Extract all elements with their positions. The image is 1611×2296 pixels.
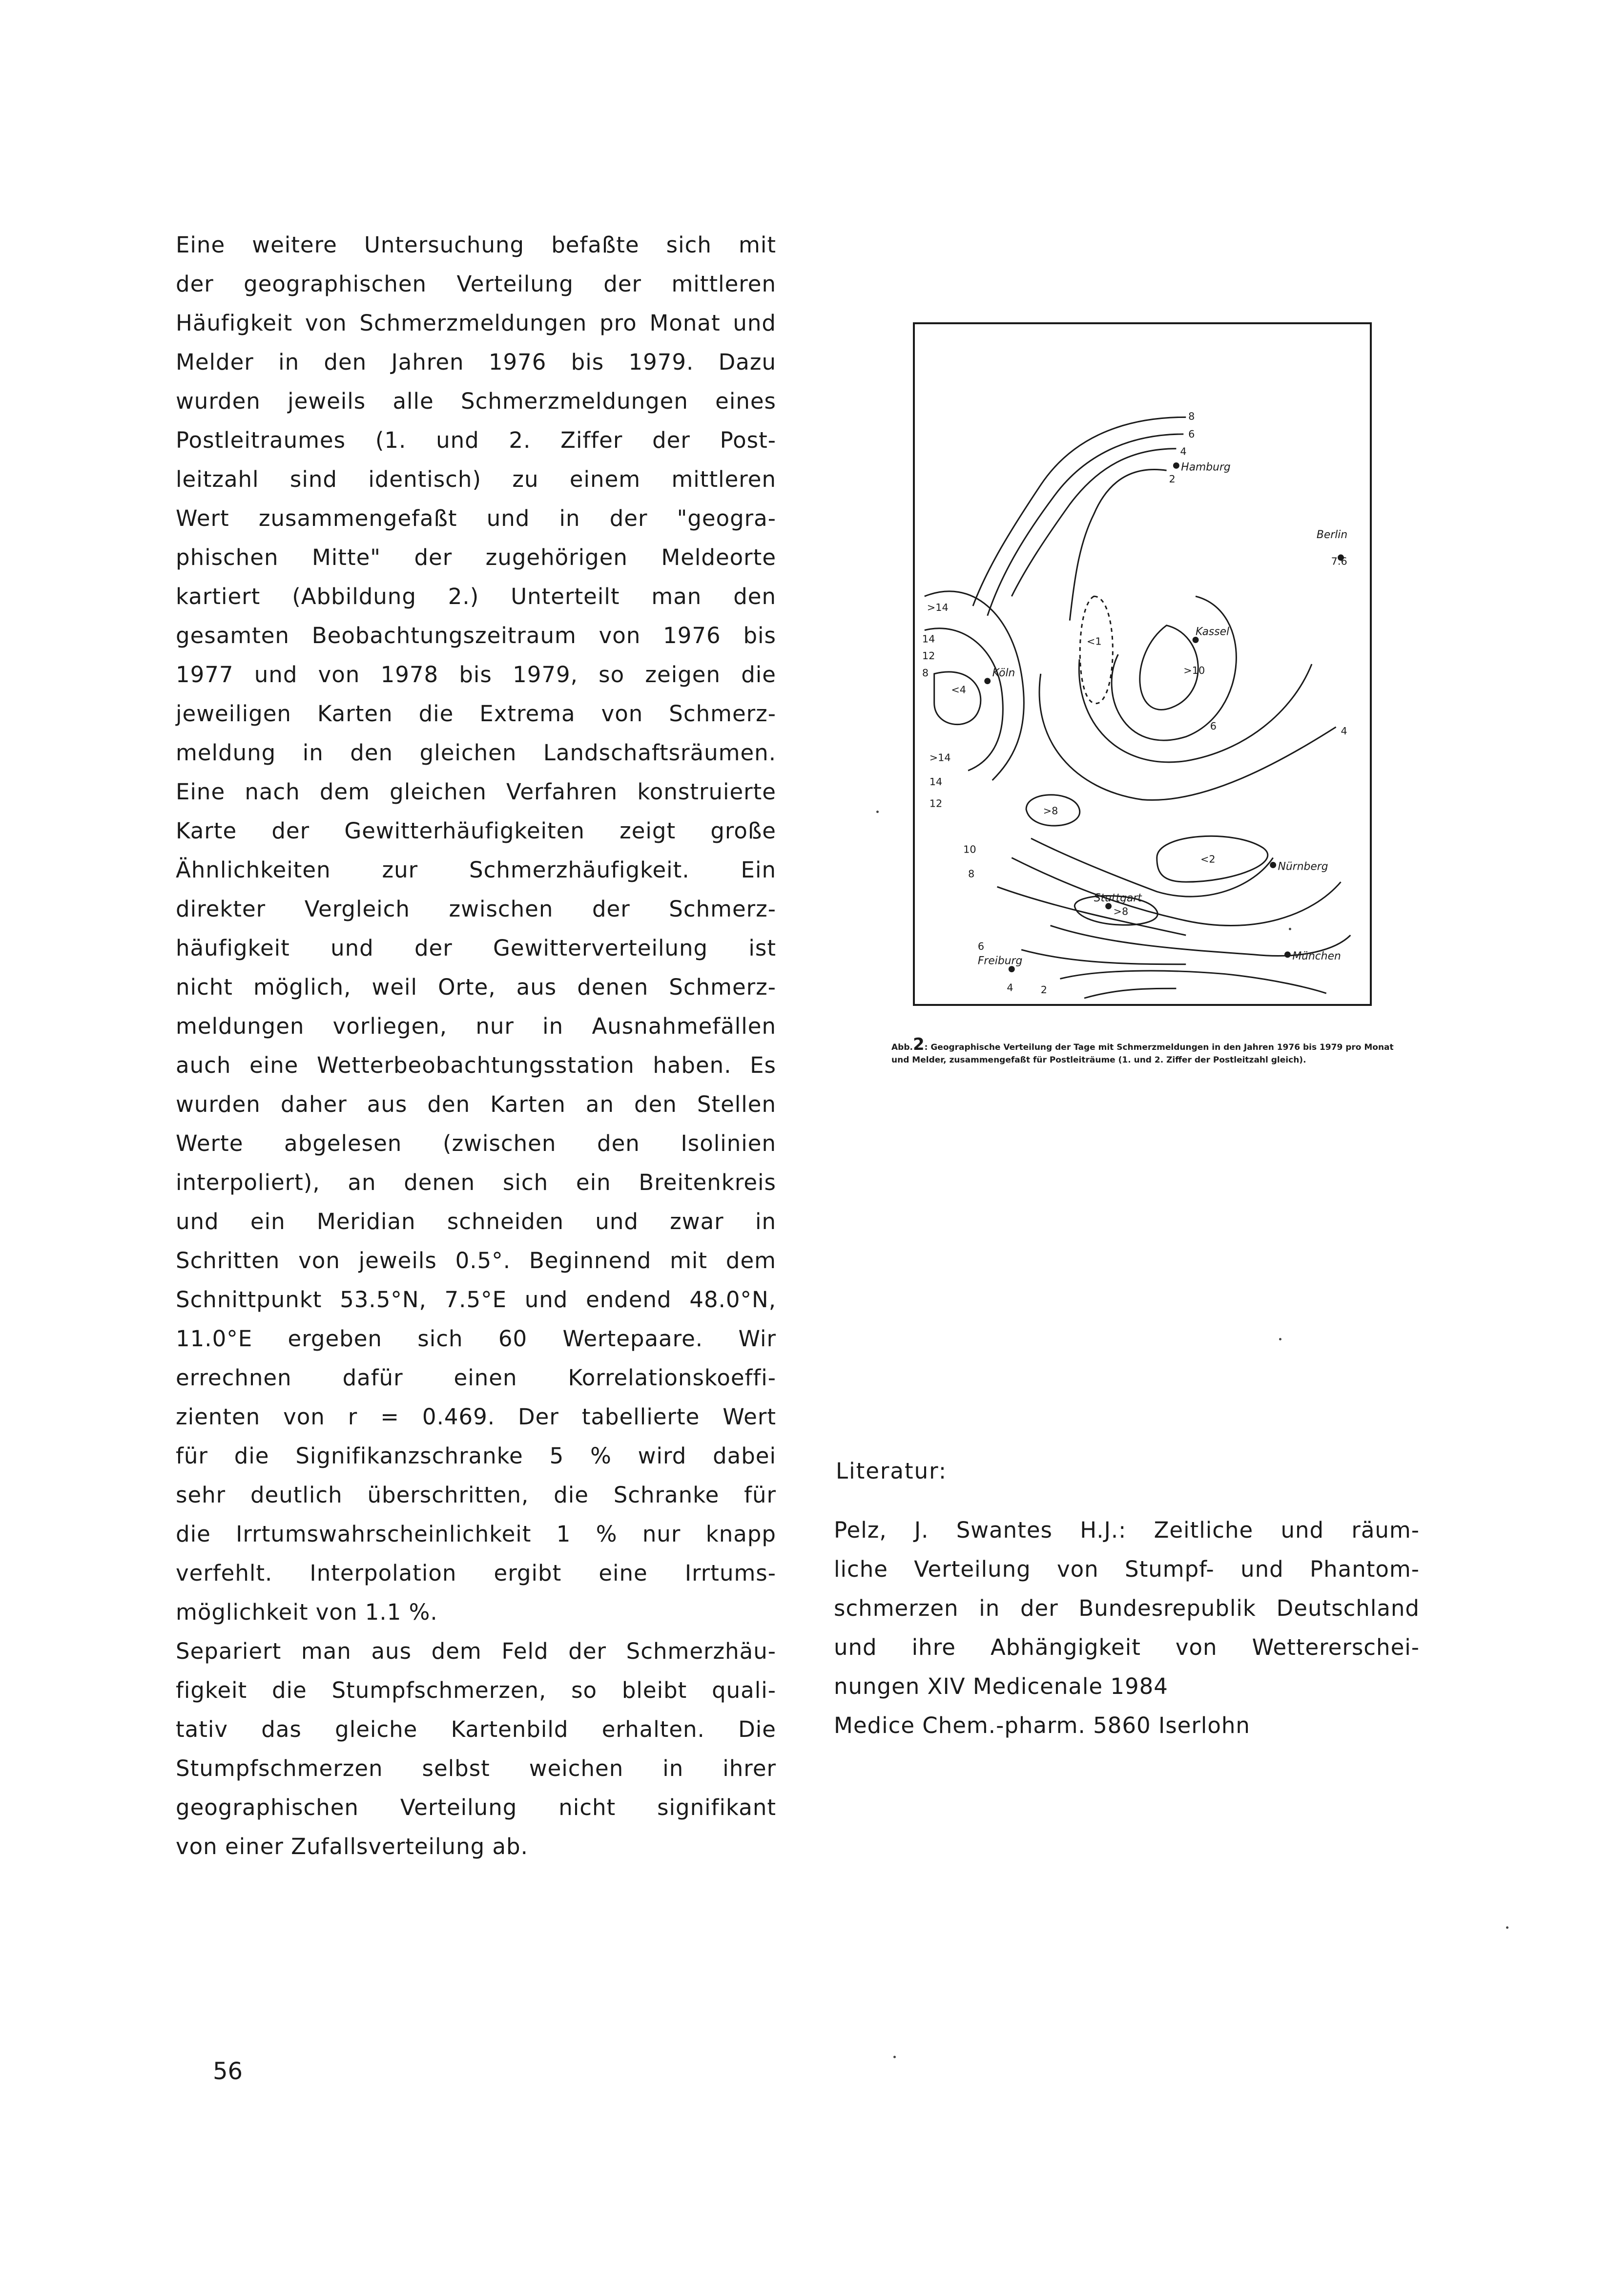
city-label-nuernberg: Nürnberg [1278,860,1328,873]
value-kassel: >10 [1183,664,1205,676]
literature-line: nungen XIV Medicenale 1984 [834,1673,1168,1699]
scan-speck [893,2056,896,2058]
isoline [1112,596,1236,740]
isoline-label: 4 [1180,445,1187,458]
body-line: nicht möglich, weil Orte, aus denen Schmerz- [176,974,776,1000]
body-line: möglichkeit von 1.1 %. [176,1599,438,1625]
scan-speck [1289,928,1291,930]
body-line: Häufigkeit von Schmerzmeldungen pro Monat und [176,310,776,336]
isoline-label: 6 [1210,720,1217,732]
body-line: Werte abgelesen (zwischen den Isolinien [176,1130,776,1156]
body-line: meldung in den gleichen Landschaftsräumen. [176,740,776,766]
isoline-label: 14 [922,633,935,645]
body-line: Eine nach dem gleichen Verfahren konstruierte [176,779,776,805]
isoline [988,434,1187,616]
body-text [176,226,776,1866]
literature-line: Medice Chem.-pharm. 5860 Iserlohn [834,1712,1250,1738]
value-berlin: 7.6 [1331,555,1347,567]
isoline-label: 6 [1188,428,1195,440]
city-dot-hamburg [1174,463,1178,468]
literature-line: Pelz, J. Swantes H.J.: Zeitliche und räum- [834,1517,1420,1543]
literature-line: schmerzen in der Bundesrepublik Deutschland [834,1595,1420,1621]
scan-speck [876,811,879,813]
figure-caption [891,1035,1409,1066]
body-line: interpoliert), an denen sich ein Breitenkreis [176,1169,776,1195]
body-line: Ähnlichkeiten zur Schmerzhäufigkeit. Ein [176,857,776,883]
body-line: gesamten Beobachtungszeitraum von 1976 bis [176,623,776,648]
isoline [1039,674,1336,800]
value-west-high-2: >14 [929,751,951,764]
isoline-label: 8 [922,667,929,679]
body-line: Eine weitere Untersuchung befaßte sich mit [176,232,776,258]
body-line: und ein Meridian schneiden und zwar in [176,1209,776,1234]
isoline-dashed [1080,596,1113,703]
isoline-label: 4 [1007,981,1013,994]
isoline-label: 12 [929,797,943,810]
body-line: figkeit die Stumpfschmerzen, so bleibt quali- [176,1677,776,1703]
body-line: geographischen Verteilung nicht signifikant [176,1795,776,1820]
scan-speck [1506,1926,1508,1929]
body-line: wurden jeweils alle Schmerzmeldungen eines [176,388,776,414]
literature-line: und ihre Abhängigkeit von Wettererschei- [834,1634,1420,1660]
body-line: 1977 und von 1978 bis 1979, so zeigen die [176,662,776,688]
isoline-label: 8 [968,868,975,880]
isoline [1060,971,1326,993]
isoline-map-figure [913,322,1372,1006]
isoline [1031,838,1273,897]
body-line: 11.0°E ergeben sich 60 Wertepaare. Wir [176,1326,776,1352]
city-label-freiburg: Freiburg [977,955,1023,967]
body-line: kartiert (Abbildung 2.) Unterteilt man den [176,584,776,609]
isoline [973,417,1186,606]
value-dashed-low: <1 [1086,635,1102,647]
city-label-hamburg: Hamburg [1181,461,1231,474]
caption-text: : Geographische Verteilung der Tage mit Schmerzmeldungen in den Jahren 1976 bis 1979 pro Monat und Melder, zusammengefaßt für Postleiträume (1. und 2. Ziffer der Postleitzahl gleich). [891,1043,1394,1065]
body-line: zienten von r = 0.469. Der tabellierte Wert [176,1404,776,1430]
value-nuernberg-low: <2 [1200,853,1216,865]
caption-number: 2 [912,1035,925,1054]
city-dot-koeln [985,679,990,684]
isoline [1012,449,1176,596]
body-line: direkter Vergleich zwischen der Schmerz- [176,896,776,922]
isoline-map [915,324,1370,1004]
body-line: auch eine Wetterbeobachtungsstation haben. Es [176,1052,776,1078]
city-dot-kassel [1193,637,1198,642]
city-label-kassel: Kassel [1196,626,1230,638]
isoline-label: 4 [1341,725,1347,737]
body-line: Stumpfschmerzen selbst weichen in ihrer [176,1755,776,1781]
body-line: Postleitraumes (1. und 2. Ziffer der Post- [176,427,776,453]
body-line: verfehlt. Interpolation ergibt eine Irrtums- [176,1560,776,1586]
isoline-label: 8 [1188,410,1195,422]
city-label-stuttgart: Stuttgart [1094,892,1142,904]
body-line: tativ das gleiche Kartenbild erhalten. Die [176,1716,776,1742]
body-line: Wert zusammengefaßt und in der "geogra- [176,505,776,531]
city-dot-muenchen [1285,952,1290,957]
isoline [1084,988,1176,998]
literature-heading: Literatur: [836,1458,948,1484]
body-line: sehr deutlich überschritten, die Schranke für [176,1482,776,1508]
isoline-label: 2 [1169,473,1176,485]
isoline [925,628,1003,771]
body-line: phischen Mitte" der zugehörigen Meldeorte [176,544,776,570]
body-line: jeweiligen Karten die Extrema von Schmerz- [176,701,776,727]
isoline-label: 10 [963,843,976,856]
body-line: meldungen vorliegen, nur in Ausnahmefällen [176,1013,776,1039]
body-line: für die Signifikanzschranke 5 % wird dabei [176,1443,776,1469]
isoline-label: 14 [929,775,943,788]
body-line: von einer Zufallsverteilung ab. [176,1834,528,1859]
city-label-muenchen: München [1292,950,1341,962]
literature-line: liche Verteilung von Stumpf- und Phantom- [834,1556,1420,1582]
isoline-label: 2 [1040,984,1048,996]
body-line: Karte der Gewitterhäufigkeiten zeigt große [176,818,776,844]
body-line: leitzahl sind identisch) zu einem mittleren [176,466,776,492]
city-label-koeln: Köln [992,667,1015,679]
scan-speck [1279,1338,1281,1340]
body-line: Separiert man aus dem Feld der Schmerzhäu- [176,1638,776,1664]
isoline [1021,950,1186,964]
body-line: Schnittpunkt 53.5°N, 7.5°E und endend 48.0°N, [176,1287,776,1313]
city-dot-nuernberg [1271,863,1276,868]
value-center-low: >8 [1043,805,1058,817]
caption-prefix: Abb. [891,1043,913,1052]
body-line: wurden daher aus den Karten an den Stellen [176,1091,776,1117]
city-label-berlin: Berlin [1316,529,1348,542]
body-line: Melder in den Jahren 1976 bis 1979. Dazu [176,349,776,375]
city-dot-stuttgart [1106,904,1111,909]
city-dot-freiburg [1009,967,1014,972]
isoline-label: 6 [977,940,985,952]
value-stuttgart: >8 [1113,905,1129,918]
body-line: die Irrtumswahrscheinlichkeit 1 % nur knapp [176,1521,776,1547]
value-koeln: <4 [951,684,967,696]
isoline [934,672,981,725]
body-line: errechnen dafür einen Korrelationskoeffi- [176,1365,776,1391]
body-line: der geographischen Verteilung der mittleren [176,271,776,297]
body-line: häufigkeit und der Gewitterverteilung ist [176,935,776,961]
value-west-high-1: >14 [927,601,949,613]
literature-body [834,1511,1420,1745]
isoline [1070,470,1166,621]
body-line: Schritten von jeweils 0.5°. Beginnend mit dem [176,1248,776,1273]
isoline-label: 12 [922,650,935,662]
page-number: 56 [213,2058,243,2085]
